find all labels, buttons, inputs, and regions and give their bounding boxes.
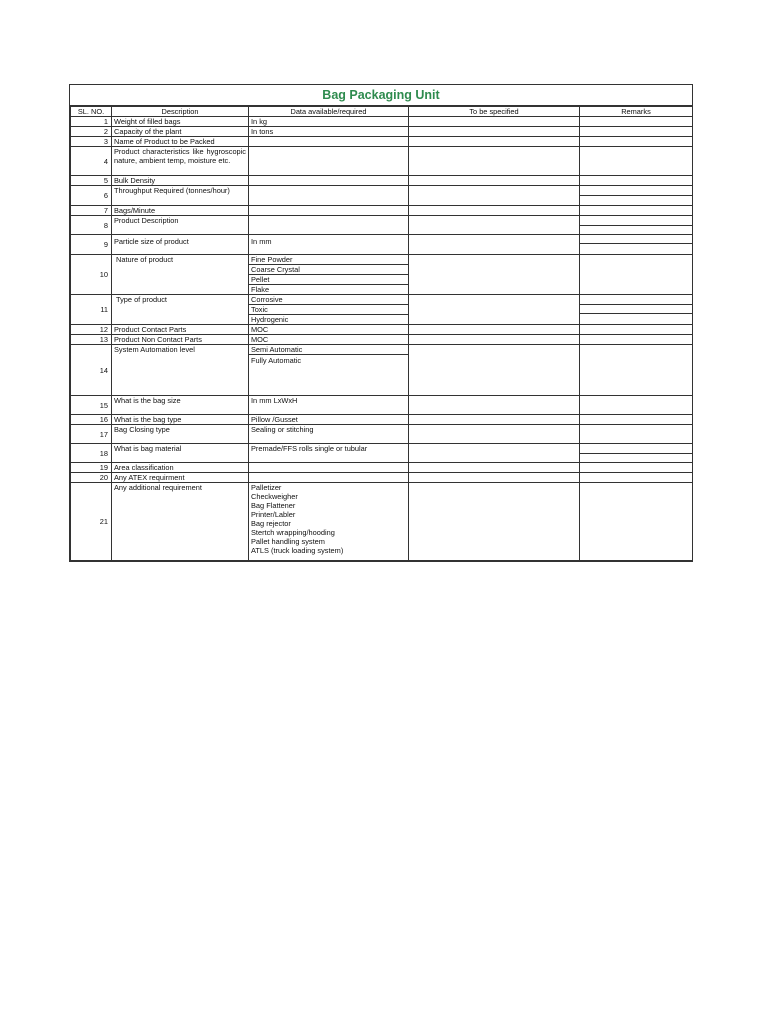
type-option: Hydrogenic [251, 315, 289, 324]
table-row [71, 186, 693, 206]
row-number: 1 [71, 117, 112, 127]
remarks-cell[interactable] [580, 147, 693, 176]
row-number: 17 [71, 425, 112, 444]
row-description: Bag Closing type [112, 425, 249, 444]
table-row [71, 335, 693, 345]
additional-option: Bag rejector [251, 519, 291, 528]
row-description: Product Contact Parts [112, 325, 249, 335]
table-row [71, 483, 693, 561]
row-number: 13 [71, 335, 112, 345]
row-description: Any additional requirement [112, 483, 249, 561]
to-be-specified-cell[interactable] [409, 186, 580, 206]
row-description: What is the bag type [112, 415, 249, 425]
row-number: 7 [71, 206, 112, 216]
to-be-specified-cell[interactable] [409, 235, 580, 255]
nature-option: Pellet [249, 275, 408, 285]
remarks-cell[interactable] [580, 235, 693, 255]
row-number: 12 [71, 325, 112, 335]
table-row [71, 255, 693, 295]
row-number: 10 [71, 255, 112, 295]
remarks-cell[interactable] [580, 127, 693, 137]
remarks-cell[interactable] [580, 483, 693, 561]
row-number: 4 [71, 147, 112, 176]
row-description: System Automation level [112, 345, 249, 396]
to-be-specified-cell[interactable] [409, 255, 580, 295]
table-row [71, 176, 693, 186]
to-be-specified-cell[interactable] [409, 444, 580, 463]
remarks-cell[interactable] [580, 255, 693, 295]
remarks-cell[interactable] [580, 117, 693, 127]
row-data: Pillow /Gusset [251, 415, 298, 424]
nature-option: Fine Powder [249, 255, 408, 265]
remarks-cell[interactable] [580, 463, 693, 473]
table-row [71, 473, 693, 483]
additional-option: Stertch wrapping/hooding [251, 528, 335, 537]
to-be-specified-cell[interactable] [409, 425, 580, 444]
spec-table [70, 106, 693, 561]
remarks-cell[interactable] [580, 206, 693, 216]
to-be-specified-cell[interactable] [409, 335, 580, 345]
row-data: Sealing or stitching [251, 425, 314, 434]
row-number: 19 [71, 463, 112, 473]
row-description: Area classification [112, 463, 249, 473]
type-option: Corrosive [249, 295, 408, 305]
header-to-be-specified: To be specified [409, 107, 580, 117]
row-description: Weight of filled bags [112, 117, 249, 127]
nature-option: Coarse Crystal [249, 265, 408, 275]
table-row [71, 325, 693, 335]
additional-option: Bag Flattener [251, 501, 296, 510]
remarks-cell[interactable] [580, 415, 693, 425]
row-description: Capacity of the plant [112, 127, 249, 137]
additional-option: ATLS (truck loading system) [251, 546, 344, 555]
row-number: 6 [71, 186, 112, 206]
table-row [71, 295, 693, 325]
to-be-specified-cell[interactable] [409, 345, 580, 396]
remarks-cell[interactable] [580, 335, 693, 345]
row-number: 2 [71, 127, 112, 137]
row-description: Product characteristics like hygroscopic nature, ambient temp, moisture etc. [112, 147, 249, 176]
table-header-row [71, 107, 693, 117]
row-description: Product Non Contact Parts [112, 335, 249, 345]
row-number: 18 [71, 444, 112, 463]
row-data: MOC [251, 335, 269, 344]
row-description: Bulk Density [112, 176, 249, 186]
header-description: Description [112, 107, 249, 117]
row-description: Particle size of product [112, 235, 249, 255]
header-remarks: Remarks [580, 107, 693, 117]
remarks-cell[interactable] [580, 216, 693, 235]
to-be-specified-cell[interactable] [409, 147, 580, 176]
row-number: 3 [71, 137, 112, 147]
remarks-cell[interactable] [580, 396, 693, 415]
to-be-specified-cell[interactable] [409, 396, 580, 415]
table-row [71, 425, 693, 444]
additional-option: Pallet handling system [251, 537, 325, 546]
remarks-cell[interactable] [580, 186, 693, 206]
row-description: Nature of product [112, 255, 249, 295]
table-row [71, 396, 693, 415]
row-description: What is bag material [112, 444, 249, 463]
remarks-cell[interactable] [580, 425, 693, 444]
row-data: MOC [251, 325, 269, 334]
row-description: Throughput Required (tonnes/hour) [112, 186, 249, 206]
remarks-cell[interactable] [580, 345, 693, 396]
row-number: 11 [71, 295, 112, 325]
automation-option: Fully Automatic [251, 356, 302, 365]
remarks-cell[interactable] [580, 473, 693, 483]
table-row [71, 206, 693, 216]
remarks-cell[interactable] [580, 444, 693, 463]
row-data: In tons [251, 127, 274, 136]
table-row [71, 117, 693, 127]
row-number: 9 [71, 235, 112, 255]
remarks-cell[interactable] [580, 137, 693, 147]
table-row [71, 415, 693, 425]
row-number: 14 [71, 345, 112, 396]
to-be-specified-cell[interactable] [409, 483, 580, 561]
table-row [71, 137, 693, 147]
to-be-specified-cell[interactable] [409, 206, 580, 216]
remarks-cell[interactable] [580, 176, 693, 186]
type-option: Toxic [249, 305, 408, 315]
table-row [71, 463, 693, 473]
row-description: Type of product [112, 295, 249, 325]
automation-option: Semi Automatic [249, 345, 408, 355]
to-be-specified-cell[interactable] [409, 473, 580, 483]
nature-option: Flake [251, 285, 270, 294]
header-data: Data available/required [249, 107, 409, 117]
row-number: 5 [71, 176, 112, 186]
spec-sheet [69, 84, 693, 562]
to-be-specified-cell[interactable] [409, 415, 580, 425]
to-be-specified-cell[interactable] [409, 127, 580, 137]
row-number: 16 [71, 415, 112, 425]
table-row [71, 147, 693, 176]
to-be-specified-cell[interactable] [409, 463, 580, 473]
to-be-specified-cell[interactable] [409, 295, 580, 325]
header-sl-no: SL. NO. [71, 107, 112, 117]
row-description: Name of Product to be Packed [112, 137, 249, 147]
row-data: In mm [251, 237, 272, 246]
row-number: 21 [71, 483, 112, 561]
table-row [71, 127, 693, 137]
table-row [71, 345, 693, 396]
row-description: Any ATEX requirment [112, 473, 249, 483]
row-description: What is the bag size [112, 396, 249, 415]
remarks-cell[interactable] [580, 325, 693, 335]
row-data: Premade/FFS rolls single or tubular [251, 444, 368, 453]
to-be-specified-cell[interactable] [409, 325, 580, 335]
to-be-specified-cell[interactable] [409, 137, 580, 147]
to-be-specified-cell[interactable] [409, 216, 580, 235]
row-data: In kg [251, 117, 268, 126]
additional-option: Printer/Labler [251, 510, 296, 519]
row-number: 20 [71, 473, 112, 483]
table-row [71, 235, 693, 255]
row-number: 15 [71, 396, 112, 415]
row-number: 8 [71, 216, 112, 235]
row-description: Bags/Minute [112, 206, 249, 216]
page-title: Bag Packaging Unit [70, 85, 692, 106]
remarks-cell[interactable] [580, 295, 693, 325]
additional-option: Palletizer [251, 483, 282, 492]
row-data: In mm LxWxH [251, 396, 298, 405]
to-be-specified-cell[interactable] [409, 176, 580, 186]
to-be-specified-cell[interactable] [409, 117, 580, 127]
table-row [71, 216, 693, 235]
additional-option: Checkweigher [251, 492, 298, 501]
row-description: Product Description [112, 216, 249, 235]
table-row [71, 444, 693, 463]
